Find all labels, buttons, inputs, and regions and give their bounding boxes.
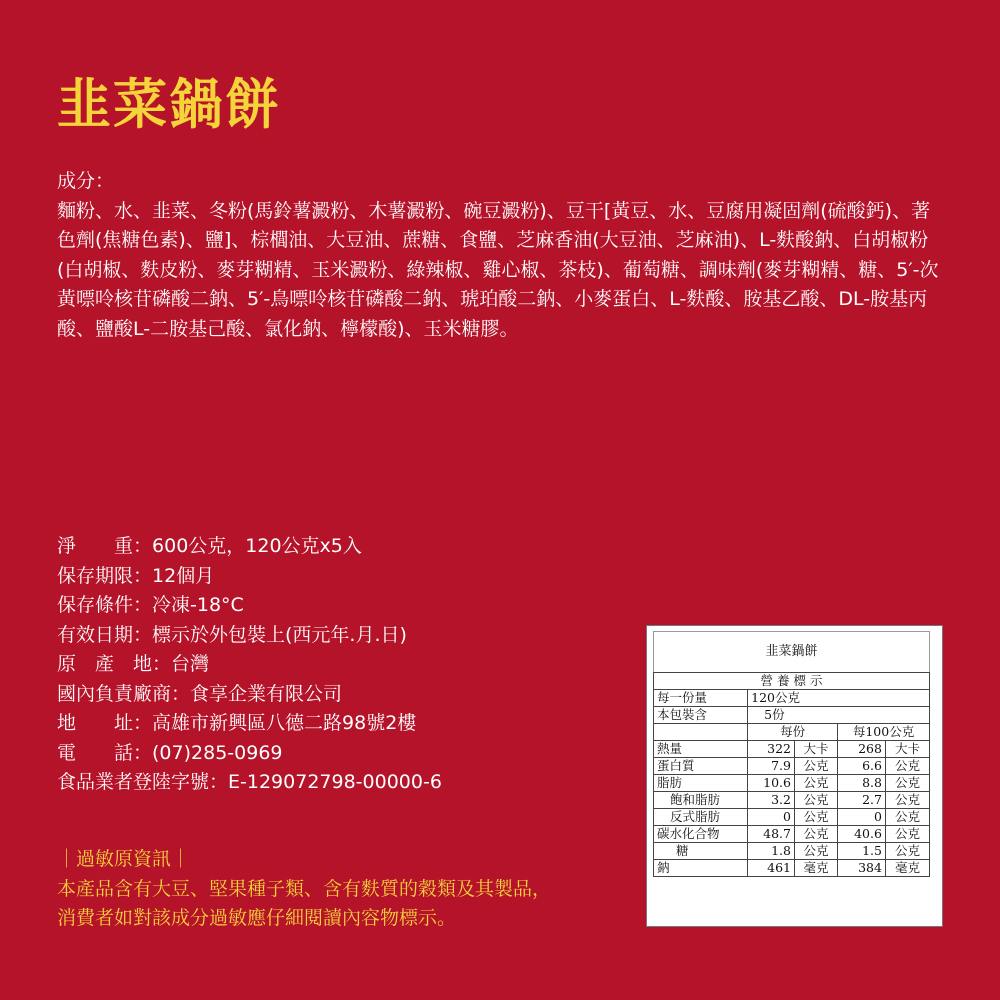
spec-label: 國內負責廠商： bbox=[57, 682, 191, 705]
nutrient-name: 脂肪 bbox=[654, 775, 748, 792]
per-100g-value: 2.7 bbox=[838, 792, 886, 809]
nutrition-row-protein bbox=[654, 758, 930, 775]
column-per-100g: 每100公克 bbox=[838, 724, 930, 741]
nutrition-row-saturated-fat bbox=[654, 792, 930, 809]
per-100g-value: 268 bbox=[838, 741, 886, 758]
spec-row-origin bbox=[57, 650, 442, 680]
spec-label: 保存期限： bbox=[57, 564, 153, 587]
spec-label: 地 址： bbox=[57, 712, 153, 734]
per-serving-value: 0 bbox=[748, 809, 795, 826]
nutrition-table bbox=[653, 672, 930, 877]
spec-label: 原 產 地： bbox=[57, 653, 172, 675]
per-100g-unit: 公克 bbox=[885, 775, 929, 792]
spec-value: E-129072798-00000-6 bbox=[228, 771, 442, 793]
spec-value: 台灣 bbox=[171, 653, 210, 675]
ingredients-block bbox=[57, 167, 947, 344]
serving-size-value: 120公克 bbox=[748, 690, 930, 707]
spec-row-phone bbox=[57, 739, 442, 769]
spec-row-net-weight bbox=[57, 532, 442, 562]
product-title: 韭菜鍋餅 bbox=[57, 73, 281, 136]
nutrient-name: 飽和脂肪 bbox=[654, 792, 748, 809]
nutrition-row-sodium bbox=[654, 860, 930, 877]
spec-label: 食品業者登陸字號： bbox=[57, 771, 229, 793]
per-serving-value: 48.7 bbox=[748, 826, 795, 843]
per-100g-unit: 毫克 bbox=[885, 860, 929, 877]
per-100g-unit: 公克 bbox=[885, 792, 929, 809]
spec-row-storage bbox=[57, 591, 442, 621]
spec-label: 淨 重： bbox=[57, 535, 153, 557]
per-100g-value: 384 bbox=[838, 860, 886, 877]
per-100g-unit: 大卡 bbox=[885, 741, 929, 758]
servings-per-pack-label: 本包裝含 bbox=[654, 707, 748, 724]
spec-row-registration bbox=[57, 768, 442, 798]
spec-row-address bbox=[57, 709, 442, 739]
allergy-line-1: 本產品含有大豆、堅果種子類、含有麩質的穀類及其製品， bbox=[57, 877, 552, 900]
per-serving-unit: 公克 bbox=[795, 809, 838, 826]
spec-label: 電 話： bbox=[57, 741, 153, 764]
per-100g-unit: 公克 bbox=[885, 843, 929, 860]
nutrient-name: 熱量 bbox=[654, 741, 748, 758]
per-serving-unit: 毫克 bbox=[795, 860, 838, 877]
spec-label: 有效日期： bbox=[57, 623, 153, 646]
per-100g-value: 40.6 bbox=[838, 826, 886, 843]
nutrition-heading-row bbox=[654, 673, 930, 690]
nutrition-row-energy bbox=[654, 741, 930, 758]
allergy-heading: ｜過敏原資訊｜ bbox=[57, 848, 191, 870]
nutrient-name: 糖 bbox=[654, 843, 748, 860]
ingredients-heading: 成分： bbox=[57, 170, 115, 192]
per-serving-value: 322 bbox=[748, 741, 795, 758]
per-serving-unit: 公克 bbox=[795, 758, 838, 775]
nutrition-heading: 營 養 標 示 bbox=[654, 673, 930, 690]
nutrition-row-carbohydrate bbox=[654, 826, 930, 843]
per-serving-value: 7.9 bbox=[748, 758, 795, 775]
per-serving-unit: 公克 bbox=[795, 775, 838, 792]
per-serving-unit: 大卡 bbox=[795, 741, 838, 758]
per-100g-value: 1.5 bbox=[838, 843, 886, 860]
nutrition-row-sugar bbox=[654, 843, 930, 860]
per-100g-unit: 公克 bbox=[885, 758, 929, 775]
nutrition-label bbox=[646, 625, 943, 927]
spec-value: 高雄市新興區八德二路98號2樓 bbox=[152, 712, 417, 734]
nutrient-name: 碳水化合物 bbox=[654, 826, 748, 843]
nutrient-name: 鈉 bbox=[654, 860, 748, 877]
serving-size-row bbox=[654, 690, 930, 707]
column-per-serving: 每份 bbox=[748, 724, 838, 741]
per-serving-value: 1.8 bbox=[748, 843, 795, 860]
per-100g-value: 8.8 bbox=[838, 775, 886, 792]
spec-row-manufacturer bbox=[57, 680, 442, 710]
spec-row-shelf-life bbox=[57, 562, 442, 592]
per-serving-value: 461 bbox=[748, 860, 795, 877]
spec-value: 12個月 bbox=[152, 564, 215, 587]
allergy-info bbox=[57, 845, 551, 934]
per-100g-unit: 公克 bbox=[885, 826, 929, 843]
nutrition-product-name: 韭菜鍋餅 bbox=[653, 631, 930, 672]
nutrient-name: 蛋白質 bbox=[654, 758, 748, 775]
per-serving-unit: 公克 bbox=[795, 792, 838, 809]
per-serving-unit: 公克 bbox=[795, 826, 838, 843]
spec-value: 標示於外包裝上(西元年.月.日) bbox=[152, 623, 407, 646]
allergy-line-2: 消費者如對該成分過敏應仔細閱讀內容物標示。 bbox=[57, 907, 457, 929]
spec-value: 食享企業有限公司 bbox=[190, 682, 343, 705]
per-serving-value: 10.6 bbox=[748, 775, 795, 792]
per-100g-value: 0 bbox=[838, 809, 886, 826]
spec-value: 冷凍-18°C bbox=[152, 594, 244, 616]
per-serving-value: 3.2 bbox=[748, 792, 795, 809]
per-serving-unit: 公克 bbox=[795, 843, 838, 860]
servings-per-pack-value: 5份 bbox=[748, 707, 930, 724]
per-100g-value: 6.6 bbox=[838, 758, 886, 775]
nutrition-row-fat bbox=[654, 775, 930, 792]
spec-list bbox=[57, 532, 442, 798]
per-100g-unit: 公克 bbox=[885, 809, 929, 826]
spec-row-expiry bbox=[57, 621, 442, 651]
empty-cell bbox=[654, 724, 748, 741]
servings-per-pack-row bbox=[654, 707, 930, 724]
spec-value: 600公克，120公克x5入 bbox=[152, 535, 362, 557]
nutrition-column-header-row bbox=[654, 724, 930, 741]
ingredients-text: 麵粉、水、韭菜、冬粉(馬鈴薯澱粉、木薯澱粉、碗豆澱粉)、豆干[黃豆、水、豆腐用凝固劑(硫酸鈣)、著色劑(焦糖色素)、鹽]、棕櫚油、大豆油、蔗糖、食鹽、芝麻香油(大豆油、芝麻油)、L-麩酸鈉、白胡椒粉(白胡椒、麩皮粉、麥芽糊精、玉米澱粉、綠辣椒、雞心椒、茶枝)、葡萄糖、調味劑(麥芽糊精、糖、5′-次黃嘌呤核苷磷酸二鈉、5′-鳥嘌呤核苷磷酸二鈉、琥珀酸二鈉、小麥蛋白、L-麩酸、胺基乙酸、DL-胺基丙酸、鹽酸L-二胺基己酸、氯化鈉、檸檬酸)、玉米糖膠。 bbox=[57, 199, 939, 340]
nutrient-name: 反式脂肪 bbox=[654, 809, 748, 826]
spec-value: (07)285-0969 bbox=[152, 741, 283, 764]
spec-label: 保存條件： bbox=[57, 594, 153, 616]
serving-size-label: 每一份量 bbox=[654, 690, 748, 707]
nutrition-row-trans-fat bbox=[654, 809, 930, 826]
